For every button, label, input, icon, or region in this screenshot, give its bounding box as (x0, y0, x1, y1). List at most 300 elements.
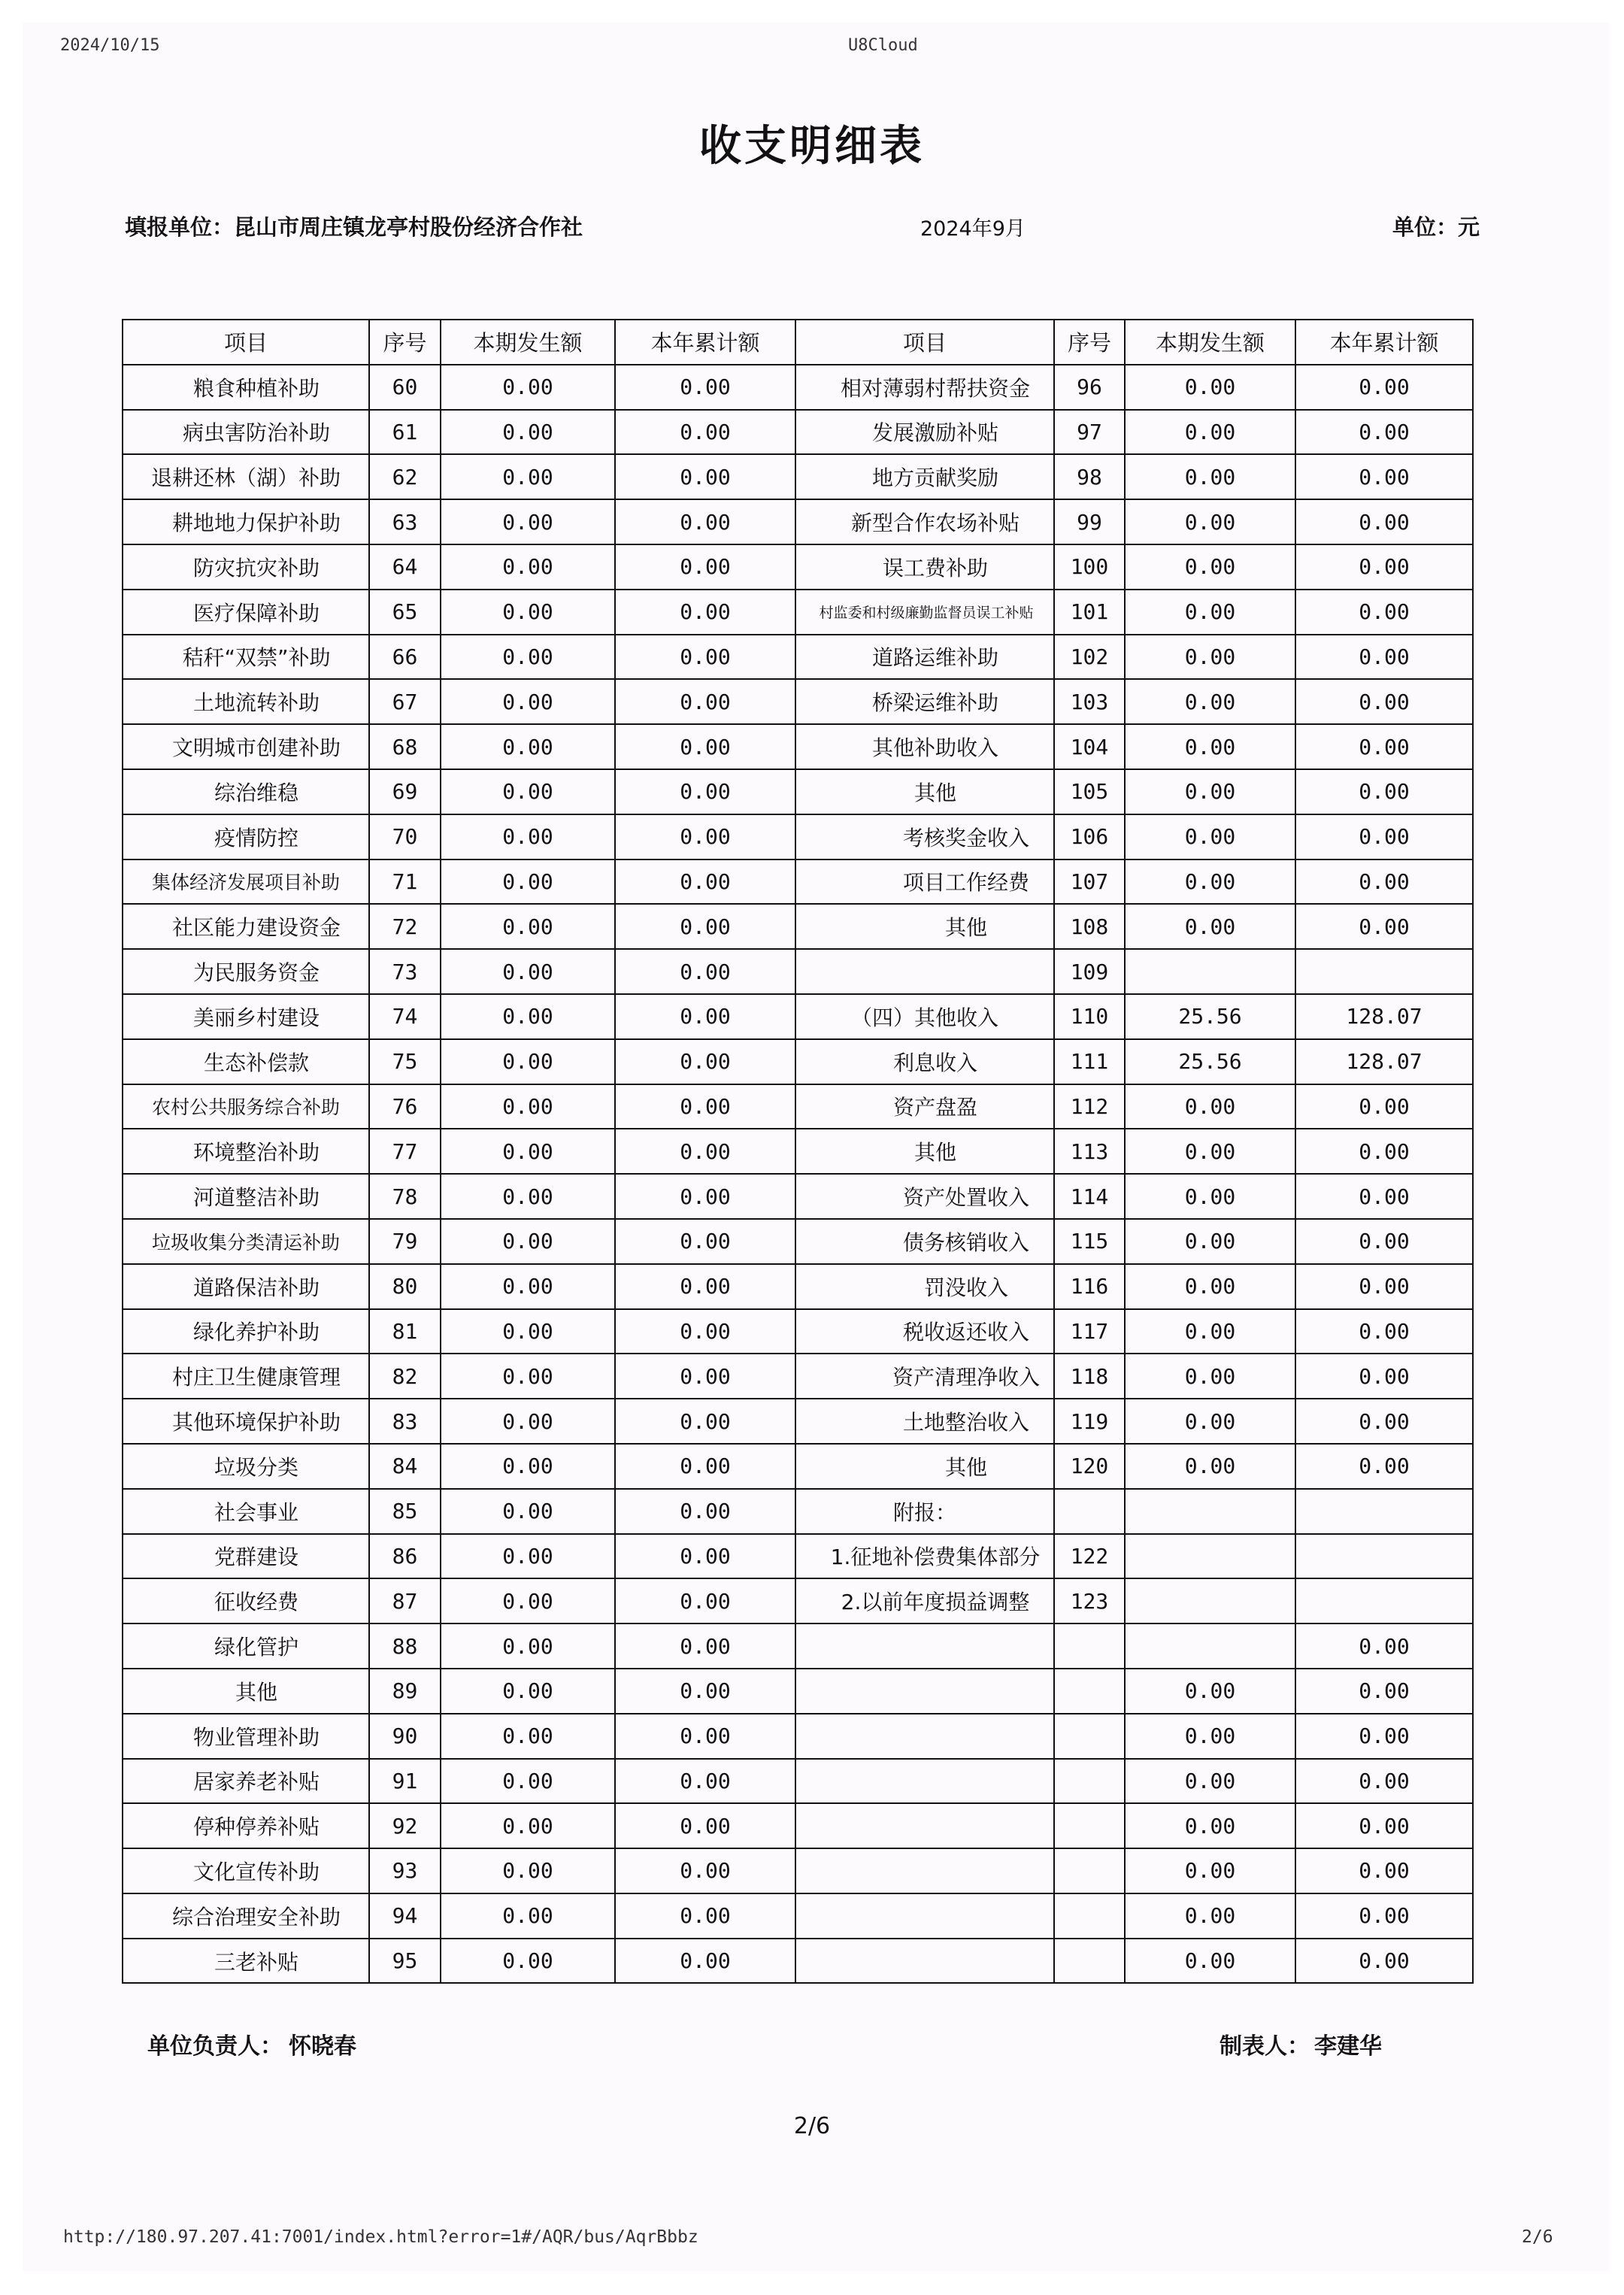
table-row (123, 994, 1473, 1039)
right-ytd-cell: 0.00 (1295, 1803, 1473, 1848)
left-current-cell: 0.00 (441, 1848, 615, 1893)
right-no-cell (1054, 1759, 1125, 1804)
left-item-cell: 其他 (123, 1669, 369, 1714)
right-no-cell: 107 (1054, 859, 1125, 905)
table-row (123, 1354, 1473, 1399)
col-header-no: 序号 (369, 320, 441, 365)
right-item-cell: 新型合作农场补贴 (795, 499, 1054, 544)
left-current-cell: 0.00 (441, 1714, 615, 1759)
right-ytd-cell: 0.00 (1295, 1309, 1473, 1354)
table-row (123, 1309, 1473, 1354)
left-item-cell: 征收经费 (123, 1578, 369, 1623)
right-item-cell: 利息收入 (795, 1039, 1054, 1084)
reporting-unit: 填报单位：昆山市周庄镇龙亭村股份经济合作社 (125, 214, 583, 240)
right-current-cell: 0.00 (1125, 1444, 1295, 1489)
right-current-cell: 0.00 (1125, 1893, 1295, 1939)
table-row (123, 814, 1473, 859)
left-no-cell: 76 (369, 1084, 441, 1129)
right-current-cell: 0.00 (1125, 1309, 1295, 1354)
left-no-cell: 88 (369, 1623, 441, 1669)
right-no-cell: 117 (1054, 1309, 1125, 1354)
left-item-cell: 其他环境保护补助 (123, 1399, 369, 1444)
right-current-cell: 0.00 (1125, 859, 1295, 905)
left-current-cell: 0.00 (441, 904, 615, 949)
left-no-cell: 71 (369, 859, 441, 905)
right-no-cell: 97 (1054, 410, 1125, 455)
right-item-cell (795, 1669, 1054, 1714)
right-no-cell: 109 (1054, 949, 1125, 994)
left-current-cell: 0.00 (441, 365, 615, 410)
left-ytd-cell: 0.00 (615, 454, 795, 499)
left-ytd-cell: 0.00 (615, 1039, 795, 1084)
right-item-cell: 项目工作经费 (795, 859, 1054, 905)
left-ytd-cell: 0.00 (615, 1309, 795, 1354)
right-current-cell: 0.00 (1125, 1759, 1295, 1804)
left-current-cell: 0.00 (441, 994, 615, 1039)
left-current-cell: 0.00 (441, 814, 615, 859)
right-ytd-cell (1295, 949, 1473, 994)
right-item-cell: 发展激励补贴 (795, 410, 1054, 455)
right-current-cell: 0.00 (1125, 410, 1295, 455)
left-current-cell: 0.00 (441, 1084, 615, 1129)
right-ytd-cell: 0.00 (1295, 1129, 1473, 1174)
right-no-cell: 103 (1054, 679, 1125, 724)
table-row (123, 1534, 1473, 1579)
left-no-cell: 73 (369, 949, 441, 994)
left-current-cell: 0.00 (441, 679, 615, 724)
right-no-cell: 122 (1054, 1534, 1125, 1579)
right-item-cell: 其他补助收入 (795, 724, 1054, 769)
table-row (123, 1714, 1473, 1759)
right-no-cell: 102 (1054, 635, 1125, 680)
left-ytd-cell: 0.00 (615, 499, 795, 544)
left-ytd-cell: 0.00 (615, 590, 795, 635)
right-current-cell (1125, 1578, 1295, 1623)
left-current-cell: 0.00 (441, 1669, 615, 1714)
right-item-cell: 资产盘盈 (795, 1084, 1054, 1129)
right-no-cell: 118 (1054, 1354, 1125, 1399)
right-no-cell: 100 (1054, 544, 1125, 590)
page-number: 2/6 (793, 2113, 831, 2139)
right-no-cell: 120 (1054, 1444, 1125, 1489)
col-header-item: 项目 (123, 320, 369, 365)
right-ytd-cell: 0.00 (1295, 1893, 1473, 1939)
left-item-cell: 为民服务资金 (123, 949, 369, 994)
right-no-cell: 106 (1054, 814, 1125, 859)
col-header-no: 序号 (1054, 320, 1125, 365)
preparer-name: 李建华 (1314, 2033, 1382, 2060)
right-current-cell: 0.00 (1125, 1174, 1295, 1219)
right-no-cell (1054, 1893, 1125, 1939)
left-no-cell: 66 (369, 635, 441, 680)
right-current-cell: 0.00 (1125, 1399, 1295, 1444)
report-period: 2024年9月 (920, 217, 1026, 241)
unit-head-name: 怀晓春 (289, 2033, 356, 2060)
right-item-cell: 其他 (795, 769, 1054, 814)
left-ytd-cell: 0.00 (615, 635, 795, 680)
table-header-row (123, 320, 1473, 365)
left-no-cell: 94 (369, 1893, 441, 1939)
right-current-cell: 0.00 (1125, 769, 1295, 814)
left-ytd-cell: 0.00 (615, 1354, 795, 1399)
col-header-current: 本期发生额 (1125, 320, 1295, 365)
left-current-cell: 0.00 (441, 1309, 615, 1354)
left-item-cell: 物业管理补助 (123, 1714, 369, 1759)
left-item-cell: 土地流转补助 (123, 679, 369, 724)
currency-unit: 单位：元 (1392, 214, 1480, 240)
table-row (123, 904, 1473, 949)
table-row (123, 499, 1473, 544)
right-no-cell: 99 (1054, 499, 1125, 544)
left-item-cell: 停种停养补贴 (123, 1803, 369, 1848)
left-no-cell: 67 (369, 679, 441, 724)
right-ytd-cell: 0.00 (1295, 1084, 1473, 1129)
left-no-cell: 83 (369, 1399, 441, 1444)
left-current-cell: 0.00 (441, 949, 615, 994)
left-no-cell: 84 (369, 1444, 441, 1489)
left-ytd-cell: 0.00 (615, 859, 795, 905)
right-item-cell: （四）其他收入 (795, 994, 1054, 1039)
left-item-cell: 粮食种植补助 (123, 365, 369, 410)
left-no-cell: 74 (369, 994, 441, 1039)
left-current-cell: 0.00 (441, 1578, 615, 1623)
right-item-cell: 其他 (795, 1129, 1054, 1174)
right-current-cell: 0.00 (1125, 1803, 1295, 1848)
right-no-cell: 123 (1054, 1578, 1125, 1623)
right-current-cell: 0.00 (1125, 1219, 1295, 1264)
right-item-cell: 2.以前年度损益调整 (795, 1578, 1054, 1623)
left-no-cell: 61 (369, 410, 441, 455)
right-current-cell: 0.00 (1125, 1714, 1295, 1759)
table-row (123, 1219, 1473, 1264)
table-row (123, 1759, 1473, 1804)
right-item-cell: 道路运维补助 (795, 635, 1054, 680)
left-no-cell: 69 (369, 769, 441, 814)
table-row (123, 635, 1473, 680)
right-item-cell (795, 1803, 1054, 1848)
right-item-cell: 税收返还收入 (795, 1309, 1054, 1354)
table-row (123, 1578, 1473, 1623)
right-no-cell: 115 (1054, 1219, 1125, 1264)
left-current-cell: 0.00 (441, 859, 615, 905)
right-item-cell: 资产处置收入 (795, 1174, 1054, 1219)
right-ytd-cell: 0.00 (1295, 1714, 1473, 1759)
table-row (123, 1039, 1473, 1084)
right-ytd-cell: 0.00 (1295, 410, 1473, 455)
left-ytd-cell: 0.00 (615, 994, 795, 1039)
left-no-cell: 85 (369, 1489, 441, 1534)
table-row (123, 410, 1473, 455)
left-item-cell: 医疗保障补助 (123, 590, 369, 635)
right-item-cell: 村监委和村级廉勤监督员误工补贴 (795, 590, 1054, 635)
right-ytd-cell: 128.07 (1295, 1039, 1473, 1084)
right-item-cell: 附报： (795, 1489, 1054, 1534)
right-no-cell: 112 (1054, 1084, 1125, 1129)
left-no-cell: 62 (369, 454, 441, 499)
right-item-cell: 债务核销收入 (795, 1219, 1054, 1264)
table-row (123, 1848, 1473, 1893)
right-current-cell (1125, 1489, 1295, 1534)
left-item-cell: 环境整治补助 (123, 1129, 369, 1174)
footer-url: http://180.97.207.41:7001/index.html?error=1#/AQR/bus/AqrBbbz (63, 2227, 698, 2247)
left-ytd-cell: 0.00 (615, 949, 795, 994)
right-ytd-cell: 0.00 (1295, 1354, 1473, 1399)
left-no-cell: 63 (369, 499, 441, 544)
left-current-cell: 0.00 (441, 1803, 615, 1848)
right-ytd-cell: 0.00 (1295, 590, 1473, 635)
left-ytd-cell: 0.00 (615, 1264, 795, 1309)
right-item-cell (795, 1893, 1054, 1939)
table-row (123, 769, 1473, 814)
right-current-cell: 0.00 (1125, 1669, 1295, 1714)
left-item-cell: 集体经济发展项目补助 (123, 859, 369, 905)
right-current-cell: 25.56 (1125, 994, 1295, 1039)
right-ytd-cell: 0.00 (1295, 1759, 1473, 1804)
col-header-current: 本期发生额 (441, 320, 615, 365)
right-ytd-cell: 0.00 (1295, 904, 1473, 949)
table-row (123, 859, 1473, 905)
left-current-cell: 0.00 (441, 1534, 615, 1579)
table-row (123, 1264, 1473, 1309)
right-item-cell: 误工费补助 (795, 544, 1054, 590)
left-current-cell: 0.00 (441, 1264, 615, 1309)
right-item-cell (795, 1939, 1054, 1984)
col-header-ytd: 本年累计额 (1295, 320, 1473, 365)
left-no-cell: 68 (369, 724, 441, 769)
left-ytd-cell: 0.00 (615, 1444, 795, 1489)
right-no-cell: 111 (1054, 1039, 1125, 1084)
left-ytd-cell: 0.00 (615, 1578, 795, 1623)
left-current-cell: 0.00 (441, 1354, 615, 1399)
report-title: 收支明细表 (699, 122, 925, 171)
right-no-cell: 101 (1054, 590, 1125, 635)
right-current-cell: 0.00 (1125, 1848, 1295, 1893)
right-item-cell: 地方贡献奖励 (795, 454, 1054, 499)
right-no-cell (1054, 1669, 1125, 1714)
left-item-cell: 病虫害防治补助 (123, 410, 369, 455)
left-item-cell: 防灾抗灾补助 (123, 544, 369, 590)
col-header-ytd: 本年累计额 (615, 320, 795, 365)
right-no-cell: 96 (1054, 365, 1125, 410)
table-row (123, 1084, 1473, 1129)
left-item-cell: 耕地地力保护补助 (123, 499, 369, 544)
table-row (123, 365, 1473, 410)
left-no-cell: 70 (369, 814, 441, 859)
left-item-cell: 社区能力建设资金 (123, 904, 369, 949)
table-row (123, 544, 1473, 590)
right-ytd-cell (1295, 1489, 1473, 1534)
left-ytd-cell: 0.00 (615, 1669, 795, 1714)
right-ytd-cell: 0.00 (1295, 1669, 1473, 1714)
right-item-cell (795, 1623, 1054, 1669)
table-body (123, 365, 1473, 1984)
left-item-cell: 退耕还林（湖）补助 (123, 454, 369, 499)
left-item-cell: 党群建设 (123, 1534, 369, 1579)
col-header-item: 项目 (795, 320, 1054, 365)
right-item-cell: 考核奖金收入 (795, 814, 1054, 859)
left-no-cell: 90 (369, 1714, 441, 1759)
left-ytd-cell: 0.00 (615, 769, 795, 814)
right-current-cell: 0.00 (1125, 499, 1295, 544)
left-no-cell: 92 (369, 1803, 441, 1848)
footer-page: 2/6 (1522, 2227, 1553, 2247)
right-current-cell: 0.00 (1125, 590, 1295, 635)
right-ytd-cell: 0.00 (1295, 679, 1473, 724)
table-row (123, 1893, 1473, 1939)
left-ytd-cell: 0.00 (615, 544, 795, 590)
right-no-cell: 114 (1054, 1174, 1125, 1219)
left-no-cell: 65 (369, 590, 441, 635)
left-current-cell: 0.00 (441, 635, 615, 680)
app-name: U8Cloud (848, 36, 918, 55)
right-no-cell (1054, 1714, 1125, 1759)
left-item-cell: 道路保洁补助 (123, 1264, 369, 1309)
right-no-cell (1054, 1939, 1125, 1984)
right-current-cell: 0.00 (1125, 724, 1295, 769)
right-current-cell: 0.00 (1125, 814, 1295, 859)
right-item-cell: 相对薄弱村帮扶资金 (795, 365, 1054, 410)
right-current-cell: 0.00 (1125, 454, 1295, 499)
left-item-cell: 村庄卫生健康管理 (123, 1354, 369, 1399)
left-item-cell: 河道整洁补助 (123, 1174, 369, 1219)
left-no-cell: 75 (369, 1039, 441, 1084)
left-no-cell: 93 (369, 1848, 441, 1893)
left-item-cell: 农村公共服务综合补助 (123, 1084, 369, 1129)
right-no-cell: 116 (1054, 1264, 1125, 1309)
left-no-cell: 91 (369, 1759, 441, 1804)
right-ytd-cell (1295, 1534, 1473, 1579)
right-ytd-cell: 0.00 (1295, 1219, 1473, 1264)
left-no-cell: 80 (369, 1264, 441, 1309)
table-row (123, 1803, 1473, 1848)
right-no-cell: 113 (1054, 1129, 1125, 1174)
left-ytd-cell: 0.00 (615, 814, 795, 859)
right-current-cell (1125, 949, 1295, 994)
left-no-cell: 72 (369, 904, 441, 949)
right-no-cell (1054, 1623, 1125, 1669)
right-no-cell (1054, 1803, 1125, 1848)
left-ytd-cell: 0.00 (615, 1848, 795, 1893)
left-item-cell: 垃圾分类 (123, 1444, 369, 1489)
print-date: 2024/10/15 (60, 36, 160, 55)
right-current-cell: 0.00 (1125, 1084, 1295, 1129)
left-no-cell: 81 (369, 1309, 441, 1354)
right-item-cell (795, 949, 1054, 994)
left-current-cell: 0.00 (441, 499, 615, 544)
left-ytd-cell: 0.00 (615, 724, 795, 769)
table-row (123, 1489, 1473, 1534)
right-ytd-cell: 0.00 (1295, 365, 1473, 410)
table-row (123, 1939, 1473, 1984)
left-current-cell: 0.00 (441, 1039, 615, 1084)
left-no-cell: 82 (369, 1354, 441, 1399)
left-item-cell: 文明城市创建补助 (123, 724, 369, 769)
table-row (123, 1129, 1473, 1174)
right-current-cell: 0.00 (1125, 1939, 1295, 1984)
table-row (123, 949, 1473, 994)
right-ytd-cell: 0.00 (1295, 1623, 1473, 1669)
right-current-cell: 0.00 (1125, 1264, 1295, 1309)
right-item-cell: 其他 (795, 904, 1054, 949)
left-no-cell: 77 (369, 1129, 441, 1174)
right-item-cell: 土地整治收入 (795, 1399, 1054, 1444)
right-item-cell (795, 1759, 1054, 1804)
table-row (123, 1399, 1473, 1444)
right-ytd-cell: 0.00 (1295, 1399, 1473, 1444)
right-ytd-cell: 0.00 (1295, 769, 1473, 814)
left-no-cell: 86 (369, 1534, 441, 1579)
left-item-cell: 垃圾收集分类清运补助 (123, 1219, 369, 1264)
table-row (123, 1174, 1473, 1219)
left-ytd-cell: 0.00 (615, 410, 795, 455)
left-ytd-cell: 0.00 (615, 1803, 795, 1848)
left-ytd-cell: 0.00 (615, 904, 795, 949)
table-row (123, 1444, 1473, 1489)
left-current-cell: 0.00 (441, 544, 615, 590)
left-current-cell: 0.00 (441, 724, 615, 769)
left-current-cell: 0.00 (441, 1893, 615, 1939)
left-current-cell: 0.00 (441, 1623, 615, 1669)
table-row (123, 724, 1473, 769)
right-ytd-cell: 128.07 (1295, 994, 1473, 1039)
left-current-cell: 0.00 (441, 769, 615, 814)
right-ytd-cell: 0.00 (1295, 1848, 1473, 1893)
unit-head-label: 单位负责人： (147, 2033, 283, 2060)
right-current-cell: 0.00 (1125, 1129, 1295, 1174)
right-current-cell: 0.00 (1125, 635, 1295, 680)
left-item-cell: 美丽乡村建设 (123, 994, 369, 1039)
left-current-cell: 0.00 (441, 1759, 615, 1804)
right-ytd-cell: 0.00 (1295, 1174, 1473, 1219)
right-item-cell: 其他 (795, 1444, 1054, 1489)
left-item-cell: 综合治理安全补助 (123, 1893, 369, 1939)
right-ytd-cell: 0.00 (1295, 544, 1473, 590)
left-current-cell: 0.00 (441, 590, 615, 635)
left-no-cell: 78 (369, 1174, 441, 1219)
left-ytd-cell: 0.00 (615, 679, 795, 724)
table-row (123, 679, 1473, 724)
left-ytd-cell: 0.00 (615, 1939, 795, 1984)
right-item-cell (795, 1714, 1054, 1759)
right-no-cell: 98 (1054, 454, 1125, 499)
left-no-cell: 89 (369, 1669, 441, 1714)
left-ytd-cell: 0.00 (615, 1219, 795, 1264)
right-no-cell (1054, 1489, 1125, 1534)
left-item-cell: 综治维稳 (123, 769, 369, 814)
left-item-cell: 秸秆“双禁”补助 (123, 635, 369, 680)
table-row (123, 590, 1473, 635)
left-ytd-cell: 0.00 (615, 1084, 795, 1129)
left-current-cell: 0.00 (441, 1219, 615, 1264)
right-ytd-cell: 0.00 (1295, 499, 1473, 544)
right-no-cell: 108 (1054, 904, 1125, 949)
left-item-cell: 文化宣传补助 (123, 1848, 369, 1893)
left-current-cell: 0.00 (441, 1489, 615, 1534)
left-no-cell: 79 (369, 1219, 441, 1264)
table-row (123, 454, 1473, 499)
table-row (123, 1623, 1473, 1669)
left-ytd-cell: 0.00 (615, 1714, 795, 1759)
left-ytd-cell: 0.00 (615, 365, 795, 410)
left-current-cell: 0.00 (441, 1129, 615, 1174)
left-item-cell: 生态补偿款 (123, 1039, 369, 1084)
right-item-cell: 1.征地补偿费集体部分 (795, 1534, 1054, 1579)
right-current-cell (1125, 1623, 1295, 1669)
left-no-cell: 87 (369, 1578, 441, 1623)
right-current-cell: 0.00 (1125, 1354, 1295, 1399)
income-expense-table (122, 319, 1474, 1984)
left-item-cell: 绿化管护 (123, 1623, 369, 1669)
